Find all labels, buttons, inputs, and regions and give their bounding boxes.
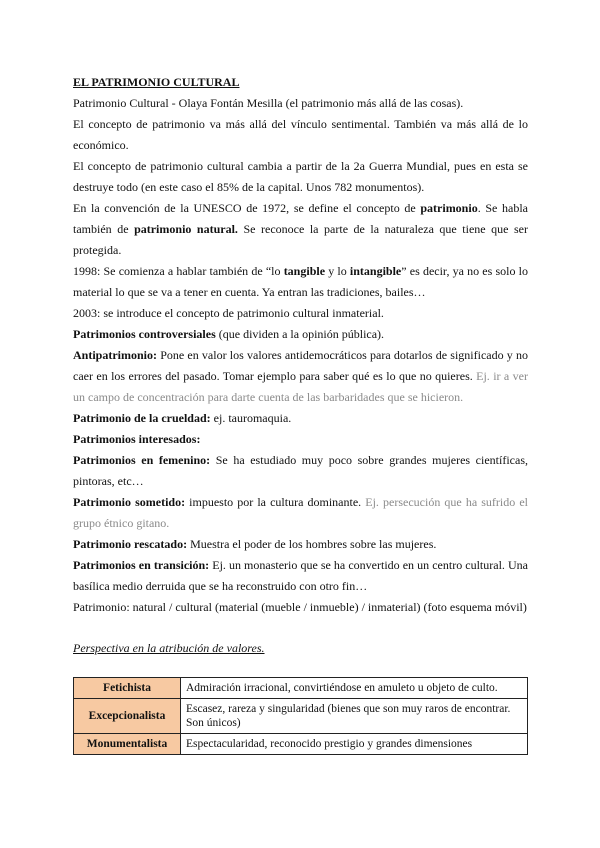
- paragraph-rescatado: [73, 534, 528, 555]
- table-row: [74, 699, 528, 734]
- example-text: Ej. persecución que ha sufrido el grupo étnico gitano.: [73, 495, 529, 530]
- paragraph-antipatrimonio: [73, 345, 528, 408]
- values-table: [73, 677, 528, 755]
- text-span: ” es decir, ya no es solo lo material lo que se va a tener en cuenta. Ya entran las tradiciones, bailes…: [73, 264, 528, 299]
- bold-term: Patrimonios controversiales: [73, 327, 216, 341]
- paragraph-1998: [73, 261, 528, 303]
- text-span: . Se habla también de: [73, 201, 528, 236]
- bold-term: Patrimonios interesados:: [73, 432, 201, 446]
- paragraph-controversial: [73, 324, 528, 345]
- bold-term: Patrimonios en transición:: [73, 558, 210, 572]
- text-span: En la convención de la UNESCO de 1972, se define el concepto de: [73, 201, 421, 215]
- paragraph-crueldad: [73, 408, 528, 429]
- paragraph-source: Patrimonio Cultural - Olaya Fontán Mesilla (el patrimonio más allá de las cosas).: [73, 96, 464, 110]
- text-span: ej. tauromaquia.: [210, 411, 292, 425]
- table-value-cell: Admiración irracional, convirtiéndose en amuleto u objeto de culto.: [181, 678, 528, 699]
- bold-term: Patrimonio sometido:: [73, 495, 186, 509]
- paragraph-ww2: El concepto de patrimonio cultural cambia a partir de la 2a Guerra Mundial, pues en esta se destruye todo (en este caso el 85% de la capital. Unos 782 monumentos).: [73, 159, 528, 194]
- bold-term: Patrimonios en femenino:: [73, 453, 211, 467]
- table-value-cell: Espectacularidad, reconocido prestigio y grandes dimensiones: [181, 734, 528, 755]
- table-key-cell: Excepcionalista: [74, 699, 181, 734]
- paragraph-2003: 2003: se introduce el concepto de patrimonio cultural inmaterial.: [73, 306, 384, 320]
- text-span: Ej. un monasterio que se ha convertido en un centro cultural. Una basílica medio derruida que se ha reconstruido con otro fin…: [73, 558, 528, 593]
- bold-term: patrimonio: [420, 201, 478, 215]
- page-title: EL PATRIMONIO CULTURAL: [73, 75, 240, 89]
- text-span: Pone en valor los valores antidemocráticos para dotarlos de significado y no caer en los errores del pasado. Tomar ejemplo para saber qué es lo que no quieres.: [73, 348, 528, 383]
- table-value-cell: Escasez, rareza y singularidad (bienes que son muy raros de encontrar. Son únicos): [181, 699, 528, 734]
- bold-term: tangible: [283, 264, 326, 278]
- text-span: Se reconoce la parte de la naturaleza que tiene que ser protegida.: [73, 222, 528, 257]
- paragraph-transicion: [73, 555, 528, 597]
- bold-term: patrimonio natural.: [134, 222, 238, 236]
- table-key-cell: Monumentalista: [74, 734, 181, 755]
- paragraph-femenino: [73, 450, 528, 492]
- text-span: Se ha estudiado muy poco sobre grandes mujeres científicas, pintoras, etc…: [73, 453, 528, 488]
- text-span: (que dividen a la opinión pública).: [215, 327, 385, 341]
- section-subtitle: Perspectiva en la atribución de valores.: [73, 641, 265, 655]
- text-span: 1998: Se comienza a hablar también de “lo: [73, 264, 284, 278]
- paragraph-unesco: [73, 198, 528, 261]
- table-row: [74, 678, 528, 699]
- example-text: Ej. ir a ver un campo de concentración para darte cuenta de las barbaridades que se hicieron.: [73, 369, 528, 404]
- text-span: impuesto por la cultura dominante.: [185, 495, 366, 509]
- bold-term: Patrimonio rescatado:: [73, 537, 188, 551]
- paragraph-interesados: [73, 429, 528, 450]
- paragraph-sometido: [73, 492, 528, 534]
- paragraph-concept: El concepto de patrimonio va más allá del vínculo sentimental. También va más allá de lo económico.: [73, 117, 528, 152]
- table-row: [74, 734, 528, 755]
- table-key-cell: Fetichista: [74, 678, 181, 699]
- text-span: y lo: [325, 264, 350, 278]
- bold-term: Antipatrimonio:: [73, 348, 157, 362]
- text-span: Muestra el poder de los hombres sobre las mujeres.: [187, 537, 437, 551]
- document-body: [73, 72, 528, 659]
- paragraph-classification: Patrimonio: natural / cultural (material (mueble / inmueble) / inmaterial) (foto esquema móvil): [73, 600, 527, 614]
- bold-term: Patrimonio de la crueldad:: [73, 411, 211, 425]
- bold-term: intangible: [349, 264, 402, 278]
